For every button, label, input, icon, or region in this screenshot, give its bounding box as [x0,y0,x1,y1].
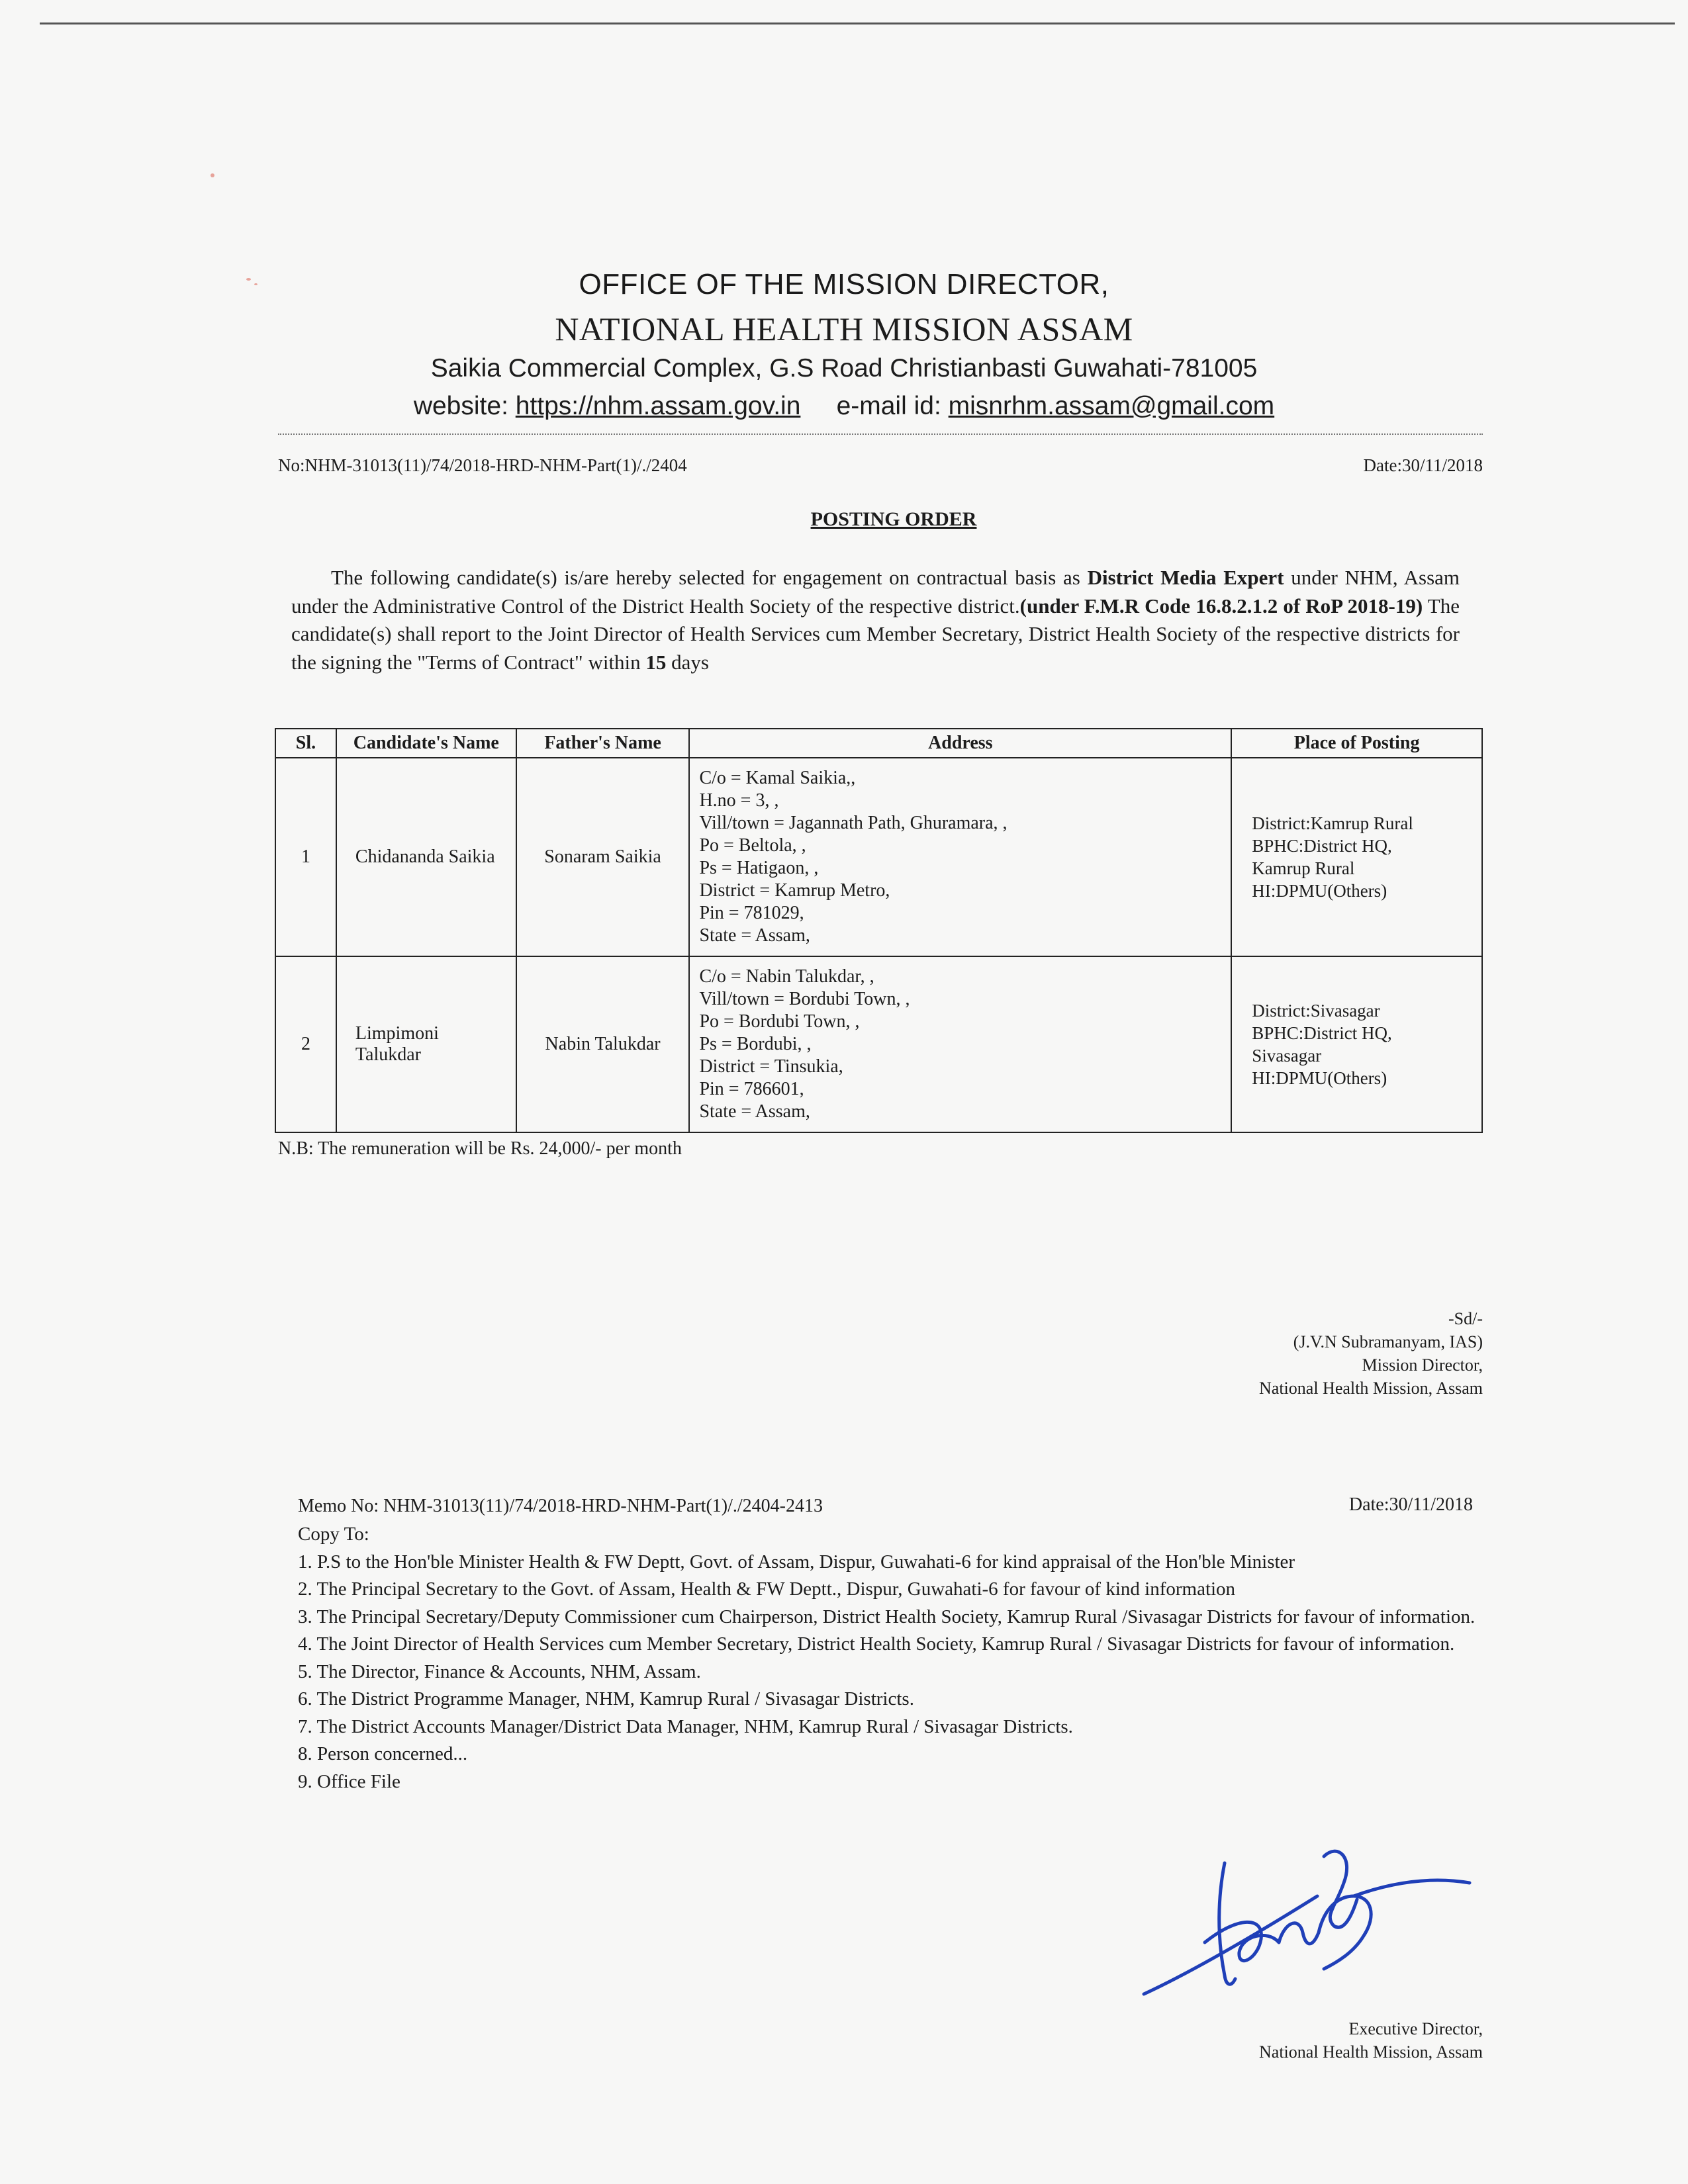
cell-father-name: Sonaram Saikia [516,758,690,956]
cell-place-of-posting [1231,758,1482,956]
address-line: Vill/town = Bordubi Town, , [699,989,910,1009]
executive-director-signature-block [1059,2017,1483,2064]
posting-line: District:Kamrup Rural [1252,813,1413,833]
order-date: Date:30/11/2018 [1363,455,1483,475]
memo-date: Date:30/11/2018 [1348,1494,1473,1515]
order-reference-number: No:NHM-31013(11)/74/2018-HRD-NHM-Part(1)/./2404 [278,455,687,475]
email-link[interactable]: misnrhm.assam@gmail.com [948,392,1275,420]
letterhead-address: Saikia Commercial Complex, G.S Road Christianbasti Guwahati-781005 [430,354,1258,383]
order-body-part3: The candidate(s) shall report to the Joint Director of Health Services cum Member Secretary, District Health Society of the respective districts for the signing the "Terms of Contract" within [291,594,1460,674]
copy-to-list [298,1521,1483,1796]
order-body-part2: under NHM, Assam under the Administrative Control of the District Health Society of the respective district. [291,566,1460,617]
signed-mark: -Sd/- [1448,1309,1483,1328]
table-header-row [275,729,1482,758]
memo-number: Memo No: NHM-31013(11)/74/2018-HRD-NHM-Part(1)/./2404-2413 [298,1496,823,1516]
address-line: State = Assam, [699,1101,810,1122]
copy-to-heading: Copy To: [298,1524,369,1545]
address-line: Pin = 786601, [699,1079,804,1099]
address-line: H.no = 3, , [699,790,779,811]
page-title: POSTING ORDER [810,508,977,530]
email-label: e-mail id: [836,392,941,420]
address-line: Po = Beltola, , [699,835,806,856]
scan-top-border [40,23,1675,24]
letterhead-contact [0,392,1688,421]
signatory-designation: Executive Director, [1348,2019,1483,2038]
fmr-code: (under F.M.R Code 16.8.2.1.2 of RoP 2018-19) [1019,594,1423,617]
cell-sl: 2 [275,956,336,1132]
website-link[interactable]: https://nhm.assam.gov.in [515,392,801,420]
column-header-place-of-posting: Place of Posting [1231,729,1482,758]
cell-candidate-name: Limpimoni Talukdar [336,956,516,1132]
remuneration-note: N.B: The remuneration will be Rs. 24,000/- per month [278,1138,682,1159]
cell-candidate-name: Chidananda Saikia [336,758,516,956]
address-line: C/o = Kamal Saikia,, [699,768,856,788]
address-line: Ps = Hatigaon, , [699,858,819,878]
table-row [275,956,1482,1132]
scan-speck [211,173,214,177]
order-body [291,564,1460,676]
list-item: 1. P.S to the Hon'ble Minister Health & FW Deptt, Govt. of Assam, Dispur, Guwahati-6 for kind appraisal of the Hon'ble Minister [298,1551,1295,1572]
table-row [275,758,1482,956]
list-item: 9. Office File [298,1770,400,1792]
posting-line: District:Sivasagar [1252,1001,1380,1021]
order-body-part1: The following candidate(s) is/are hereby selected for engagement on contractual basis as [331,566,1080,589]
list-item: 5. The Director, Finance & Accounts, NHM, Assam. [298,1661,701,1682]
address-line: District = Tinsukia, [699,1056,843,1077]
posting-line: HI:DPMU(Others) [1252,1068,1387,1088]
address-line: Ps = Bordubi, , [699,1034,812,1054]
posting-line: Sivasagar [1252,1046,1322,1066]
address-line: Pin = 781029, [699,903,804,923]
list-item: 8. Person concerned... [298,1743,468,1764]
address-line: C/o = Nabin Talukdar, , [699,966,874,987]
list-item: 6. The District Programme Manager, NHM, Kamrup Rural / Sivasagar Districts. [298,1688,914,1709]
column-header-address: Address [689,729,1231,758]
cell-sl: 1 [275,758,336,956]
posting-line: BPHC:District HQ, [1252,1023,1392,1043]
signatory-organisation: National Health Mission, Assam [1259,2042,1483,2062]
cell-father-name: Nabin Talukdar [516,956,690,1132]
post-name: District Media Expert [1087,566,1284,589]
letterhead-mission: NATIONAL HEALTH MISSION ASSAM [555,310,1133,347]
cell-place-of-posting [1231,956,1482,1132]
letterhead-divider [278,433,1483,435]
address-line: State = Assam, [699,925,810,946]
reporting-days-count: 15 [645,650,667,674]
posting-table [275,728,1483,1133]
signatory-name: (J.V.N Subramanyam, IAS) [1293,1332,1483,1351]
posting-line: Kamrup Rural [1252,858,1355,878]
letterhead-office: OFFICE OF THE MISSION DIRECTOR, [579,268,1109,300]
posting-line: HI:DPMU(Others) [1252,881,1387,901]
mission-director-signature-block [1059,1307,1483,1400]
cell-address [689,758,1231,956]
posting-line: BPHC:District HQ, [1252,836,1392,856]
executive-director-signature-icon [1125,1817,1483,2015]
address-line: Vill/town = Jagannath Path, Ghuramara, , [699,813,1008,833]
reporting-days-label: days [671,650,709,674]
address-line: Po = Bordubi Town, , [699,1011,860,1032]
list-item: 4. The Joint Director of Health Services cum Member Secretary, District Health Society, Kamrup Rural / Sivasagar Districts for favour of information. [298,1633,1455,1655]
address-line: District = Kamrup Metro, [699,880,890,901]
column-header-father-name: Father's Name [516,729,690,758]
list-item: 7. The District Accounts Manager/District Data Manager, NHM, Kamrup Rural / Sivasagar Districts. [298,1715,1073,1737]
signatory-designation: Mission Director, [1362,1355,1483,1375]
list-item: 2. The Principal Secretary to the Govt. of Assam, Health & FW Deptt., Dispur, Guwahati-6 for favour of kind information [298,1578,1236,1600]
website-label: website: [413,392,508,420]
column-header-sl: Sl. [275,729,336,758]
column-header-candidate-name: Candidate's Name [336,729,516,758]
cell-address [689,956,1231,1132]
list-item: 3. The Principal Secretary/Deputy Commissioner cum Chairperson, District Health Society, Kamrup Rural /Sivasagar Districts for favour of information. [298,1606,1476,1627]
signatory-organisation: National Health Mission, Assam [1259,1379,1483,1398]
